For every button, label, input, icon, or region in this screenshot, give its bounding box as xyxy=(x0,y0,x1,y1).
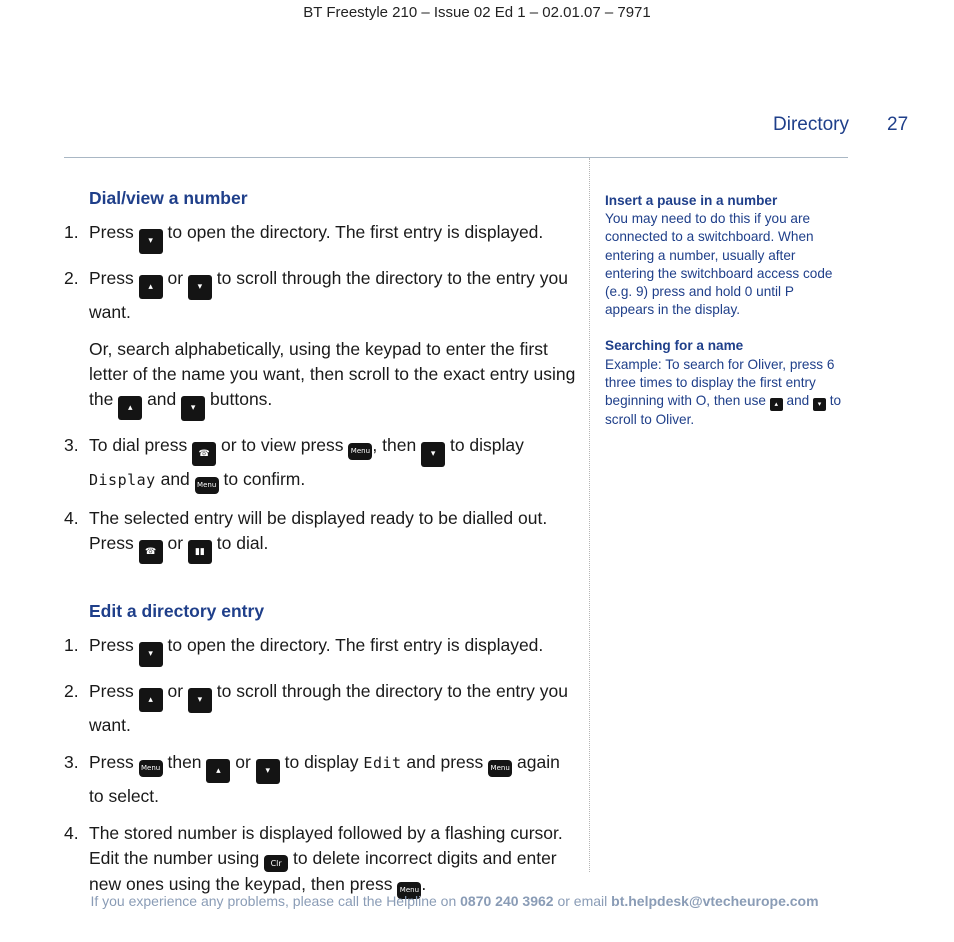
menu-key-icon: Menu xyxy=(195,477,219,494)
list-item: 2. Press ▴ or ▾ to scroll through the directory to the entry you want. Or, search alphabetically, using the keypad to enter the first letter of the name you want, then scroll to the exact entry using the ▴ and ▾ buttons. xyxy=(64,266,579,421)
up-key-icon: ▴ xyxy=(139,275,163,299)
down-key-icon: ▾ xyxy=(188,688,212,713)
handsfree-key-icon: ▮▮ xyxy=(188,540,212,564)
list-item: 2. Press ▴ or ▾ to scroll through the directory to the entry you want. xyxy=(64,681,568,735)
list-item: 4. The selected entry will be displayed ready to be dialled out. Press ☎ or ▮▮ to dial. xyxy=(64,506,579,564)
down-key-icon: ▾ xyxy=(139,642,163,667)
list-item: 1. Press ▾ to open the directory. The first entry is displayed. xyxy=(64,633,579,667)
list-item: 1. Press ▾ to open the directory. The first entry is displayed. xyxy=(64,220,579,254)
list-item: 4. The stored number is displayed followed by a flashing cursor. Edit the number using Clr to delete incorrect digits and enter new ones using the keypad, then press Menu . xyxy=(64,821,579,899)
column-divider xyxy=(589,158,590,872)
up-key-icon: ▴ xyxy=(770,398,783,411)
list-item: 3. Press Menu then ▴ or ▾ to display Edit and press Menu again to select. xyxy=(64,752,560,806)
down-key-icon: ▾ xyxy=(181,396,205,421)
menu-key-icon: Menu xyxy=(139,760,163,777)
edit-heading: Edit a directory entry xyxy=(89,601,265,621)
down-key-icon: ▾ xyxy=(139,229,163,254)
edit-steps xyxy=(64,633,579,899)
call-key-icon: ☎ xyxy=(192,442,216,466)
down-key-icon: ▾ xyxy=(421,442,445,467)
clear-key-icon: Clr xyxy=(264,855,288,872)
pause-body: You may need to do this if you are connected to a switchboard. When entering a number, usually after entering the switchboard access code (e.g. 9) press and hold 0 until P appears in the display. xyxy=(605,211,833,318)
dial-heading: Dial/view a number xyxy=(89,188,248,208)
list-item: 3. To dial press ☎ or to view press Menu , then ▾ to display Display and Menu to confirm. xyxy=(64,433,579,494)
down-key-icon: ▾ xyxy=(188,275,212,300)
down-key-icon: ▾ xyxy=(256,759,280,784)
lcd-text: Display xyxy=(89,471,156,489)
sidebar-notes xyxy=(605,192,845,447)
menu-key-icon: Menu xyxy=(348,443,372,460)
section-title: Directory xyxy=(773,114,850,135)
document-info: BT Freestyle 210 – Issue 02 Ed 1 – 02.01.07 – 7971 xyxy=(303,4,651,21)
up-key-icon: ▴ xyxy=(139,688,163,712)
main-column xyxy=(64,186,579,911)
up-key-icon: ▴ xyxy=(206,759,230,783)
page-number: 27 xyxy=(887,114,909,135)
menu-key-icon: Menu xyxy=(397,882,421,899)
menu-key-icon: Menu xyxy=(488,760,512,777)
pause-heading: Insert a pause in a number xyxy=(605,193,778,208)
search-body: Example: To search for Oliver, press 6 three times to display the first entry beginning with O, then use ▴ and ▾ to scroll to Oliver. xyxy=(605,356,842,428)
up-key-icon: ▴ xyxy=(118,396,142,420)
dial-steps xyxy=(64,220,579,564)
helpline-email: bt.helpdesk@vtecheurope.com xyxy=(611,893,819,909)
search-heading: Searching for a name xyxy=(605,338,744,354)
helpline-footer: If you experience any problems, please call the Helpline on 0870 240 3962 or email bt.helpdesk@vtecheurope.com xyxy=(90,893,819,909)
lcd-text: Edit xyxy=(363,754,402,772)
down-key-icon: ▾ xyxy=(813,398,826,411)
call-key-icon: ☎ xyxy=(139,540,163,564)
header-rule xyxy=(64,157,848,158)
helpline-phone: 0870 240 3962 xyxy=(460,893,554,909)
